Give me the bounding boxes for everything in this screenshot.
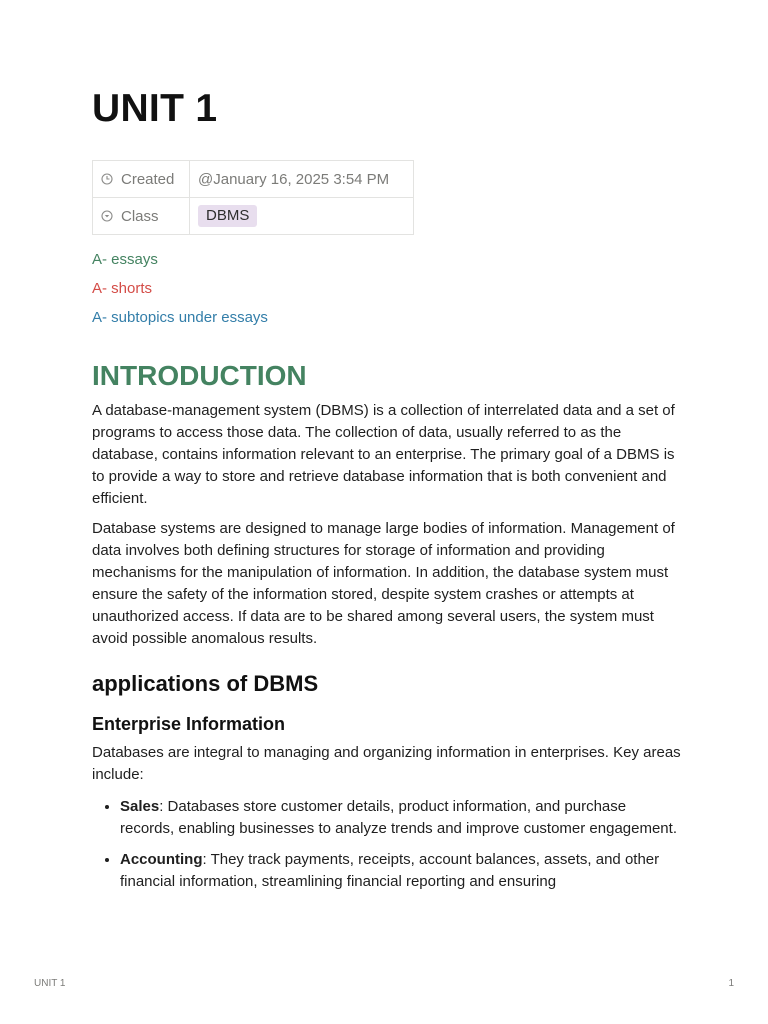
legend-essays: A- essays [92,251,158,268]
legend-subtopics: A- subtopics under essays [92,309,268,326]
legend-shorts: A- shorts [92,280,153,297]
intro-paragraph-1: A database-management system (DBMS) is a collection of interrelated data and a set of programs to access those data. The collection of data, usually referred to as the database, contains information relevant to an enterprise. The primary goal of a DBMS is to provide a way to store and retrieve database information that is both convenient and efficient. [92,402,675,507]
property-row-created [93,161,414,198]
applications-heading: applications of DBMS [92,671,319,696]
list-item [120,796,682,840]
created-label: Created [121,170,175,188]
properties-table [92,160,414,235]
list-item-term: Accounting [120,851,203,868]
list-item-text: : They track payments, receipts, account balances, assets, and other financial information, streamlining financial reporting and ensuring [120,851,660,890]
enterprise-intro: Databases are integral to managing and organizing information in enterprises. Key areas include: [92,744,681,783]
property-key-created [93,161,190,198]
list-item-term: Sales [120,798,160,815]
clock-icon [101,173,115,187]
intro-paragraph-2: Database systems are designed to manage large bodies of information. Management of data involves both defining structures for storage of information and providing mechanisms for the manipulation of information. In addition, the database system must ensure the safety of the information stored, despite system crashes or attempts at unauthorized access. If data are to be shared among several users, the system must avoid possible anomalous results. [92,520,675,647]
class-label: Class [121,207,159,225]
page-title: UNIT 1 [92,87,218,130]
property-key-class [93,198,190,235]
list-item [120,849,682,893]
page-number: 1 [728,978,734,989]
footer-title: UNIT 1 [34,978,66,989]
document-page [92,82,682,902]
list-item-text: : Databases store customer details, product information, and purchase records, enabling businesses to analyze trends and improve customer engagement. [120,798,677,837]
created-value[interactable]: @January 16, 2025 3:54 PM [190,161,414,198]
intro-heading: INTRODUCTION [92,360,307,391]
select-icon [101,210,115,224]
color-legend [92,245,682,332]
property-row-class [93,198,414,235]
class-tag[interactable]: DBMS [198,205,257,227]
applications-list [92,796,682,893]
enterprise-subheading: Enterprise Information [92,714,286,734]
class-value-cell[interactable] [190,198,414,235]
